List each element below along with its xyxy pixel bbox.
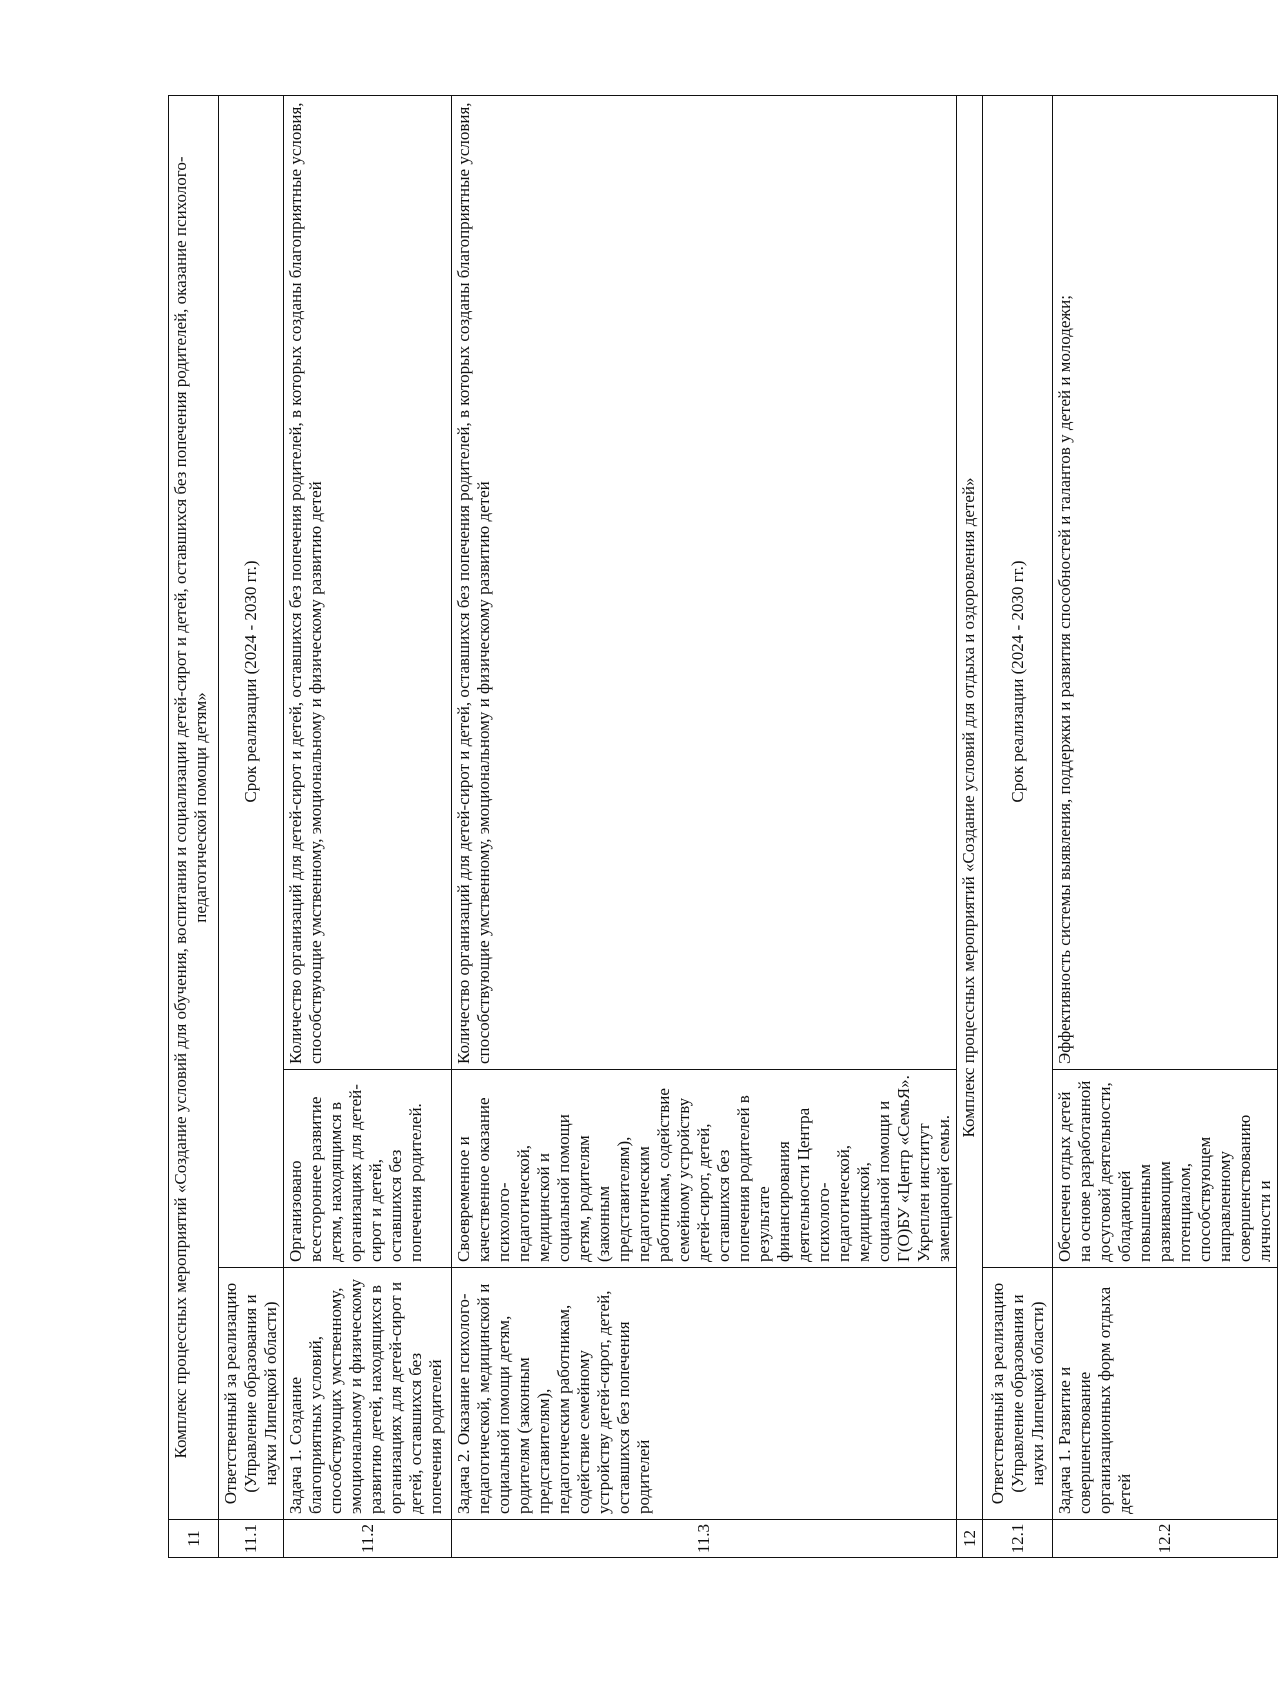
- responsible-row: [983, 96, 1053, 1558]
- table-row: [284, 96, 452, 1558]
- sub-number: 12.1: [983, 1520, 1053, 1558]
- responsible-row: [219, 96, 284, 1558]
- task-cell: Задача 2. Оказание психолого-педагогической, медицинской и социальной помощи детям, родителям (законным представителям), педагогическим работникам, содействие семейному устройству детей-сирот, детей, оставшихся без попечения родителей: [452, 1268, 957, 1520]
- table-row: [452, 96, 957, 1558]
- indicator-cell: Количество организаций для детей-сирот и детей, оставшихся без попечения родителей, в которых созданы благоприятные условия, способствующие умственному, эмоциональному и физическому развитию детей: [284, 96, 452, 1070]
- row-number: 12.2: [1053, 1520, 1278, 1558]
- table-row: [1053, 96, 1278, 1558]
- section-number: 12: [957, 1520, 983, 1558]
- task-cell: Задача 1. Развитие и совершенствование организационных форм отдыха детей: [1053, 1268, 1278, 1520]
- program-table: [168, 95, 1278, 1558]
- section-number: 11: [169, 1520, 219, 1558]
- period-cell: Срок реализации (2024 - 2030 гг.): [983, 96, 1053, 1268]
- sub-number: 11.1: [219, 1520, 284, 1558]
- task-cell: Задача 1. Создание благоприятных условий, способствующих умственному, эмоциональному и физическому развитию детей, находящихся в организациях для детей-сирот и детей, оставшихся без попечения родителей: [284, 1268, 452, 1520]
- result-cell: Своевременное и качественное оказание психолого-педагогической, медицинской и социальной помощи детям, родителям (законным представителям), педагогическим работникам, содействие семейному устройству детей-сирот, детей, оставшихся без попечения родителей в результате финансирования деятельности Центра психолого-педагогической, медицинской, социальной помощи и Г(О)БУ «Центр «СемьЯ». Укреплен институт замещающей семьи.: [452, 1070, 957, 1268]
- section-title: Комплекс процессных мероприятий «Создание условий для отдыха и оздоровления детей»: [957, 96, 983, 1520]
- result-cell: Обеспечен отдых детей на основе разработанной досуговой деятельности, обладающей повышенным развивающим потенциалом, способствующем направленному совершенствованию личности и: [1053, 1070, 1278, 1268]
- section-header-row: [169, 96, 219, 1558]
- responsible-cell: Ответственный за реализацию (Управление образования и науки Липецкой области): [219, 1268, 284, 1520]
- indicator-cell: Эффективность системы выявления, поддержки и развития способностей и талантов у детей и молодежи;: [1053, 96, 1278, 1070]
- section-header-row: [957, 96, 983, 1558]
- period-cell: Срок реализации (2024 - 2030 гг.): [219, 96, 284, 1268]
- section-title: Комплекс процессных мероприятий «Создание условий для обучения, воспитания и социализации детей-сирот и детей, оставшихся без попечения родителей, оказание психолого-педагогической помощи детям»: [169, 96, 219, 1520]
- row-number: 11.2: [284, 1520, 452, 1558]
- rotated-table-wrapper: [168, 96, 1274, 1558]
- row-number: 11.3: [452, 1520, 957, 1558]
- indicator-cell: Количество организаций для детей-сирот и детей, оставшихся без попечения родителей, в которых созданы благоприятные условия, способствующие умственному, эмоциональному и физическому развитию детей: [452, 96, 957, 1070]
- responsible-cell: Ответственный за реализацию (Управление образования и науки Липецкой области): [983, 1268, 1053, 1520]
- result-cell: Организовано всестороннее развитие детям, находящимся в организациях для детей-сирот и детей, оставшихся без попечения родителей.: [284, 1070, 452, 1268]
